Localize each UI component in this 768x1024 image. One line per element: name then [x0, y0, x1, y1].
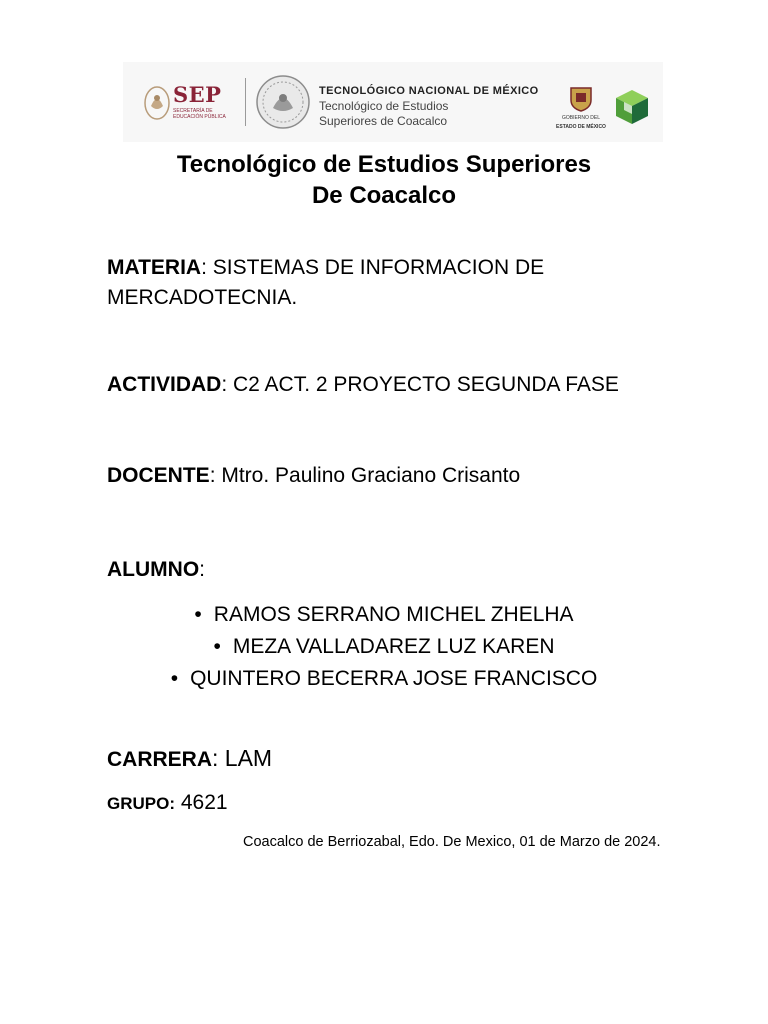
- institution-title-line-2: De Coacalco: [311, 182, 457, 209]
- docente-field: [107, 461, 520, 491]
- national-seal-icon: [255, 74, 311, 130]
- list-item: • MEZA VALLADAREZ LUZ KAREN: [0, 631, 768, 663]
- tnm-line-2: Superiores de Coacalco: [319, 114, 448, 128]
- sep-logo-word: SEP: [173, 82, 222, 107]
- docente-label: DOCENTE: [107, 464, 210, 487]
- edomex-logo: [551, 86, 611, 130]
- materia-value-line-2: MERCADOTECNIA.: [107, 286, 298, 309]
- carrera-value: : LAM: [212, 745, 273, 771]
- alumno-field: [107, 555, 205, 585]
- tesco-cubes-logo-icon: [613, 88, 651, 126]
- list-item: • RAMOS SERRANO MICHEL ZHELHA: [0, 599, 768, 631]
- alumno-label: ALUMNO: [107, 558, 200, 581]
- student-list: [0, 599, 768, 695]
- sep-eagle-emblem-icon: [143, 84, 171, 122]
- actividad-label: ACTIVIDAD: [107, 373, 222, 396]
- actividad-field: [107, 370, 619, 400]
- list-item: • QUINTERO BECERRA JOSE FRANCISCO: [0, 663, 768, 695]
- edomex-line-1: GOBIERNO DEL: [561, 115, 601, 121]
- logo-divider: [245, 78, 246, 126]
- institution-title: [0, 149, 768, 211]
- place-date-line: Coacalco de Berriozabal, Edo. De Mexico, 01 de Marzo de 2024.: [243, 834, 661, 850]
- carrera-label: CARRERA: [107, 748, 212, 771]
- materia-value-line-1: : SISTEMAS DE INFORMACION DE: [201, 256, 545, 279]
- grupo-label: GRUPO:: [107, 794, 175, 813]
- tnm-logo-text: [319, 84, 539, 129]
- docente-value: : Mtro. Paulino Graciano Crisanto: [209, 464, 521, 487]
- edomex-shield-icon: [569, 86, 593, 112]
- alumno-separator: :: [199, 558, 205, 581]
- grupo-value: 4621: [175, 791, 228, 814]
- header-logos: [123, 62, 663, 142]
- materia-label: MATERIA: [107, 256, 202, 279]
- sep-logo: [173, 84, 233, 120]
- grupo-field: [107, 788, 228, 819]
- tnm-title: TECNOLÓGICO NACIONAL DE MÉXICO: [319, 85, 539, 97]
- tnm-line-1: Tecnológico de Estudios: [319, 99, 449, 113]
- materia-field: [107, 253, 544, 313]
- actividad-value: : C2 ACT. 2 PROYECTO SEGUNDA FASE: [221, 373, 619, 396]
- sep-logo-subtitle: SECRETARÍA DE EDUCACIÓN PÚBLICA: [173, 108, 226, 120]
- carrera-field: [107, 743, 272, 775]
- institution-title-line-1: Tecnológico de Estudios Superiores: [176, 151, 592, 178]
- edomex-line-2: ESTADO DE MÉXICO: [556, 124, 606, 130]
